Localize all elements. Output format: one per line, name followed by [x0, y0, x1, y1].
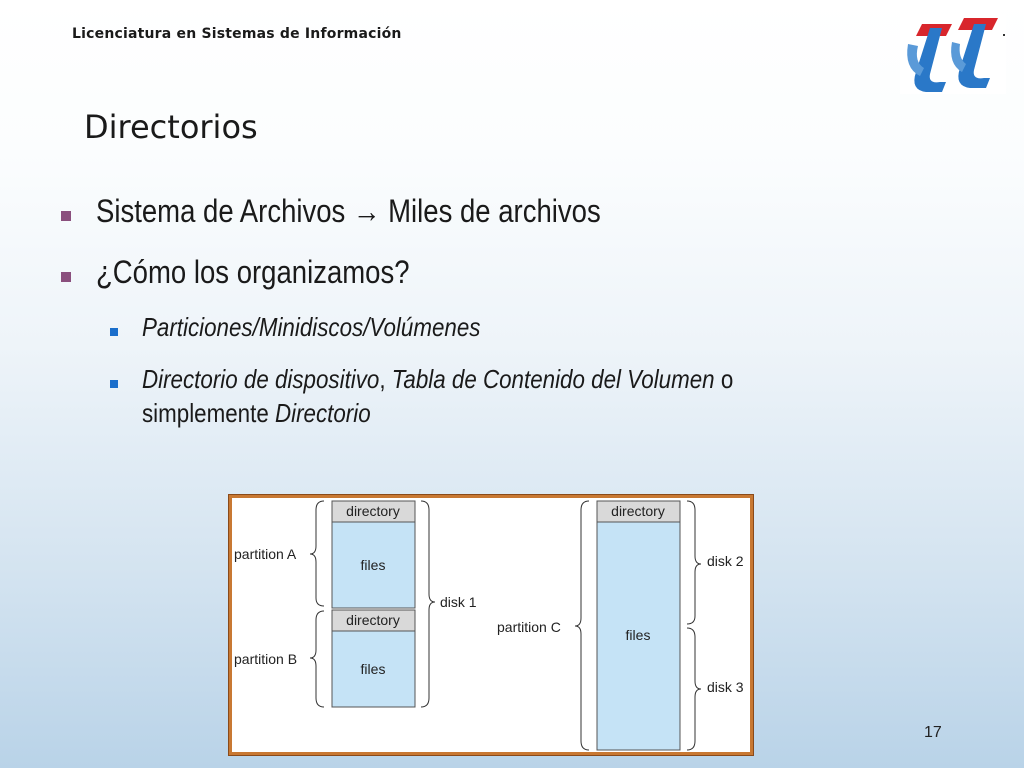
- sub-bullet-marker: [110, 328, 118, 336]
- disk3-brace: [687, 628, 701, 750]
- partition-b-label: partition B: [234, 651, 298, 667]
- bullet-text-post: Miles de archivos: [380, 193, 601, 229]
- term-tabla-contenido: Tabla de Contenido del Volumen: [391, 364, 715, 394]
- arrow-icon: →: [352, 193, 381, 229]
- plain-text: simplemente: [142, 398, 275, 428]
- sub-bullet-directorio: [142, 364, 733, 395]
- sub-bullet-particiones: [142, 312, 480, 343]
- term-directorio-dispositivo: Directorio de dispositivo: [142, 364, 380, 394]
- disk2-brace: [687, 501, 701, 624]
- disk3-label: disk 3: [707, 679, 744, 695]
- directory-label-b: directory: [346, 612, 400, 628]
- logo-dot: [1003, 34, 1005, 36]
- sub-bullet-directorio-line2: [142, 398, 371, 429]
- directory-label-c: directory: [611, 503, 665, 519]
- files-label-c: files: [625, 627, 651, 643]
- bullet-marker: [61, 272, 71, 282]
- partition-c-label: partition C: [497, 619, 561, 635]
- bullet-item-organizar: ¿Cómo los organizamos?: [96, 254, 410, 290]
- sub-bullet-marker: [110, 380, 118, 388]
- bullet-text-pre: Sistema de Archivos: [96, 193, 353, 229]
- program-header: Licenciatura en Sistemas de Información: [72, 26, 402, 42]
- files-label-b: files: [360, 661, 386, 677]
- bullet-item-archivos: [96, 193, 601, 230]
- disk1-label: disk 1: [440, 594, 477, 610]
- disk2-label: disk 2: [707, 553, 744, 569]
- sub-bullet-text: Particiones/Minidiscos/Volúmenes: [142, 312, 481, 342]
- term-directorio: Directorio: [274, 398, 371, 428]
- directory-label-a: directory: [346, 503, 400, 519]
- partition-b-brace: [310, 611, 324, 707]
- bullet-marker: [61, 211, 71, 221]
- separator: ,: [379, 364, 392, 394]
- slide-title: Directorios: [84, 108, 258, 146]
- partition-c-brace: [575, 501, 589, 750]
- files-label-a: files: [360, 557, 386, 573]
- conjunction: o: [714, 364, 734, 394]
- page-number: 17: [924, 724, 942, 741]
- directory-structure-figure: [229, 495, 753, 755]
- partition-a-label: partition A: [234, 546, 297, 562]
- university-logo: [900, 14, 1006, 94]
- partition-a-brace: [310, 501, 324, 606]
- disk1-brace: [421, 501, 435, 707]
